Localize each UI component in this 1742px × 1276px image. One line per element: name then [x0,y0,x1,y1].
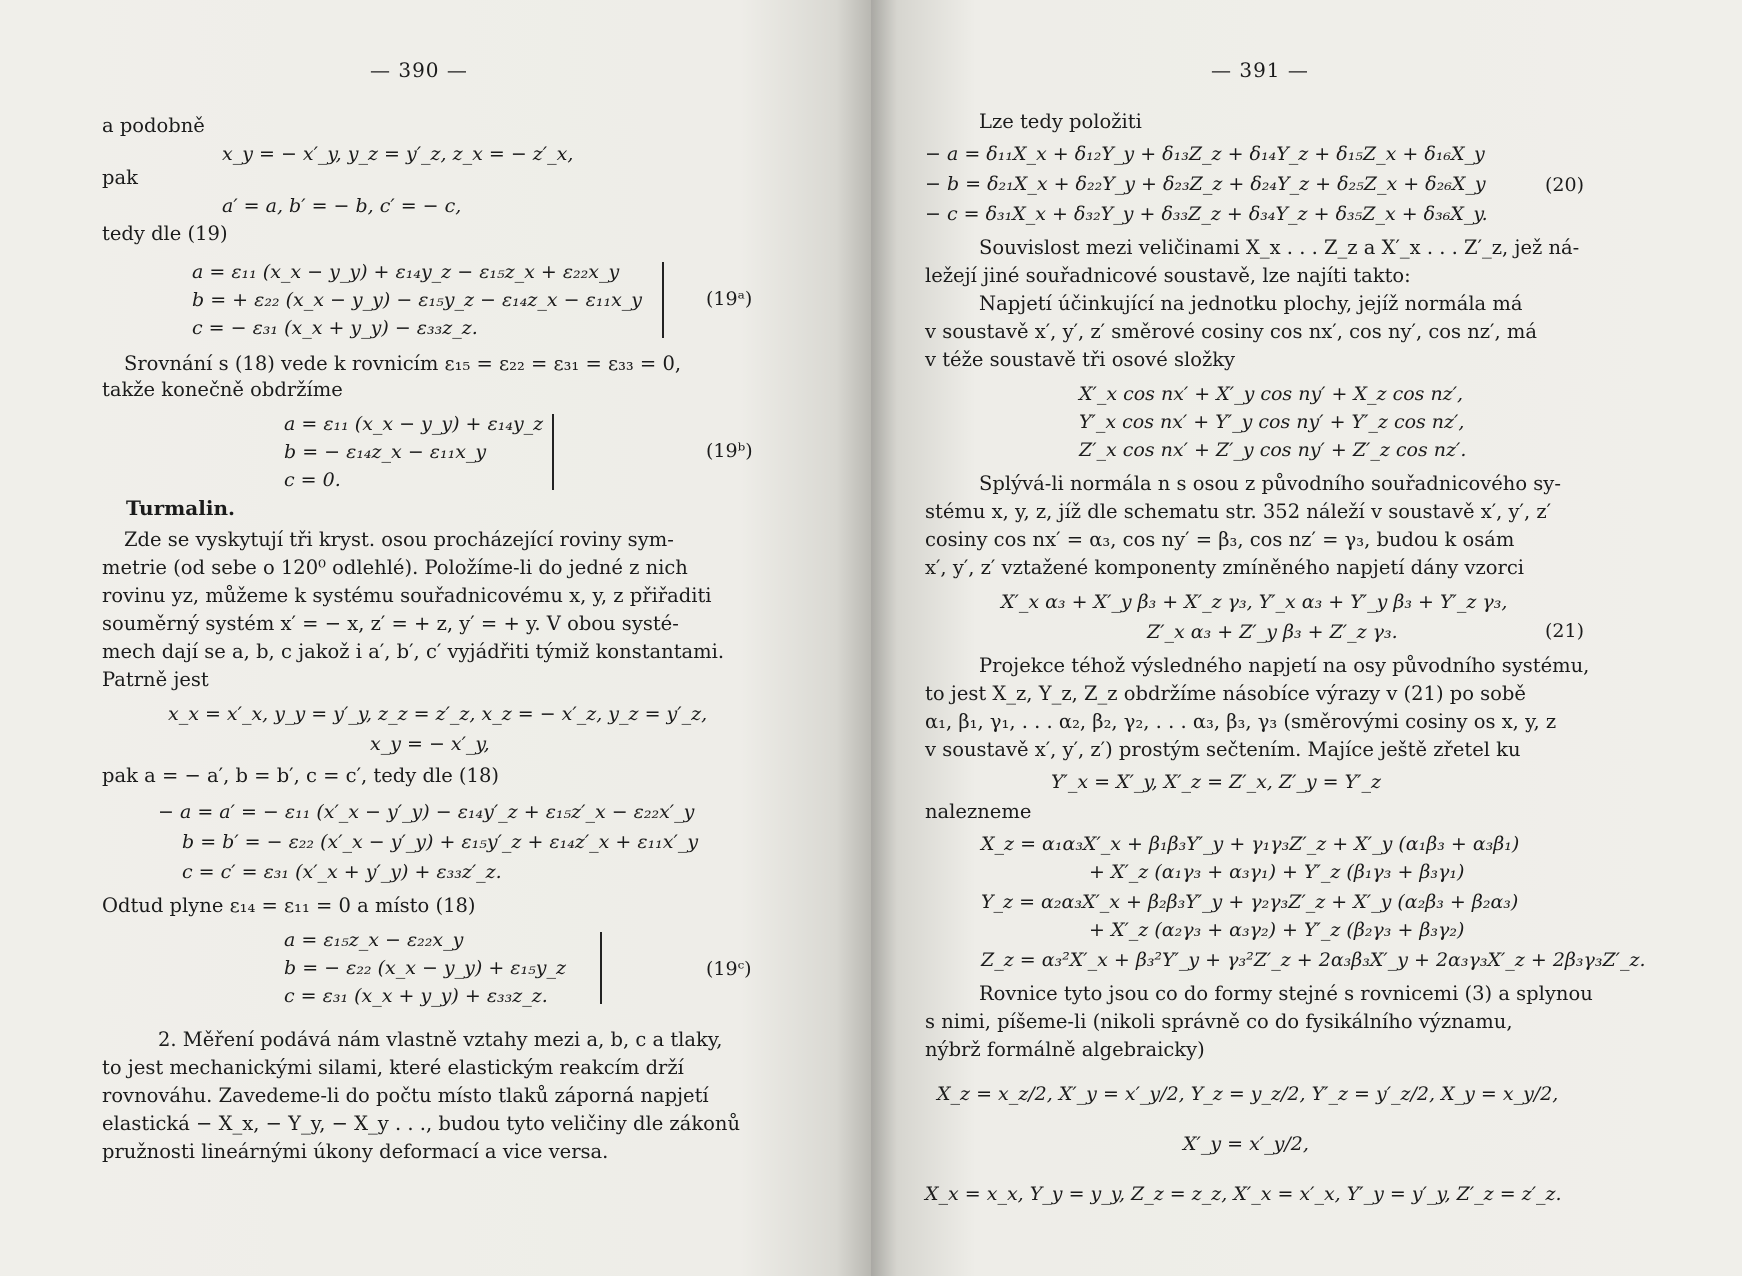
equation-line: a = ε₁₁ (x_x − y_y) + ε₁₄y_z [284,413,544,435]
equation-line: x_x = x′_x, y_y = y′_y, z_z = z′_z, x_z = − x′_z, y_z = y′_z, [168,703,708,725]
equation-line: a = ε₁₁ (x_x − y_y) + ε₁₄y_z − ε₁₅z_x + ε₂₂x_y [192,261,620,283]
text-line: Odtud plyne ε₁₄ = ε₁₁ = 0 a místo (18) [102,894,476,917]
equation-number: (19ᶜ) [706,958,752,980]
right-page [871,0,1742,1276]
equation-line: Y′_x = X′_y, X′_z = Z′_x, Z′_y = Y′_z [1051,771,1381,793]
text-line: pak a = − a′, b = b′, c = c′, tedy dle (18) [102,764,499,787]
equation-line: − c = δ₃₁X_x + δ₃₂Y_y + δ₃₃Z_z + δ₃₄Y_z + δ₃₅Z_x + δ₃₆X_y. [925,203,1488,225]
text-line: mech dají se a, b, c jakož i a′, b′, c′ vyjádřiti týmiž konstantami. [102,640,725,663]
equation-brace [552,414,554,490]
equation-line: Y_z = α₂α₃X′_x + β₂β₃Y′_y + γ₂γ₃Z′_z + X′_y (α₂β₃ + β₂α₃) [981,891,1519,913]
equation-line: Z′_x α₃ + Z′_y β₃ + Z′_z γ₃. [1147,621,1398,643]
equation-line: b = b′ = − ε₂₂ (x′_x − y′_y) + ε₁₅y′_z + ε₁₄z′_x + ε₁₁x′_y [182,831,699,853]
text-line: a podobně [102,114,205,137]
equation-brace [662,262,664,338]
equation-line: X_z = x_z/2, X′_y = x′_y/2, Y_z = y_z/2, Y′_z = y′_z/2, X_y = x_y/2, [937,1083,1559,1105]
text-line: Rovnice tyto jsou co do formy stejné s rovnicemi (3) a splynou [979,982,1593,1005]
text-line: Souvislost mezi veličinami X_x . . . Z_z a X′_x . . . Z′_z, jež ná- [979,236,1580,259]
equation-line: c = 0. [284,469,341,491]
equation-line: b = − ε₂₂ (x_x − y_y) + ε₁₅y_z [284,957,566,979]
text-line: metrie (od sebe o 120⁰ odlehlé). Položíme-li do jedné z nich [102,556,688,579]
equation-number: (20) [1545,174,1585,196]
equation-number: (21) [1545,620,1585,642]
page-number: — 390 — [370,58,468,82]
text-line: souměrný systém x′ = − x, z′ = + z, y′ = + y. V obou systé- [102,612,679,635]
equation-number: (19ᵇ) [706,440,753,462]
equation-line: X′_y = x′_y/2, [1183,1133,1309,1155]
equation-number: (19ᵃ) [706,288,753,310]
text-line: elastická − X_x, − Y_y, − X_y . . ., budou tyto veličiny dle zákonů [102,1112,741,1135]
text-line: Projekce téhož výsledného napjetí na osy původního systému, [979,654,1590,677]
text-line: s nimi, píšeme-li (nikoli správně co do fysikálního významu, [925,1010,1513,1033]
text-line: Zde se vyskytují tři kryst. osou procházející roviny sym- [124,528,674,551]
equation-line: c = c′ = ε₃₁ (x′_x + y′_y) + ε₃₃z′_z. [182,861,502,883]
text-line: to jest mechanickými silami, které elastickým reakcím drží [102,1056,684,1079]
text-line: to jest X_z, Y_z, Z_z obdržíme násobíce výrazy v (21) po sobě [925,682,1526,705]
text-line: Napjetí účinkující na jednotku plochy, jejíž normála má [979,292,1523,315]
equation-line: X′_x cos nx′ + X′_y cos ny′ + X_z cos nz′, [1079,383,1464,405]
text-line: v soustavě x′, y′, z′) prostým sečtením. Majíce ještě zřetel ku [925,738,1521,761]
equation-line: b = − ε₁₄z_x − ε₁₁x_y [284,441,487,463]
text-line: 2. Měření podává nám vlastně vztahy mezi a, b, c a tlaky, [158,1028,723,1051]
equation-line: c = − ε₃₁ (x_x + y_y) − ε₃₃z_z. [192,317,478,339]
equation-line: c = ε₃₁ (x_x + y_y) + ε₃₃z_z. [284,985,548,1007]
equation-line: x_y = − x′_y, [370,733,490,755]
equation-line: Z′_x cos nx′ + Z′_y cos ny′ + Z′_z cos nz′. [1079,439,1467,461]
equation-line: X′_x α₃ + X′_y β₃ + X′_z γ₃, Y′_x α₃ + Y′_y β₃ + Y′_z γ₃, [1001,591,1508,613]
section-heading: Turmalin. [126,496,235,520]
text-line: cosiny cos nx′ = α₃, cos ny′ = β₃, cos nz′ = γ₃, budou k osám [925,528,1515,551]
text-line: pružnosti lineárnými úkony deformací a vice versa. [102,1140,609,1163]
equation-line: Z_z = α₃²X′_x + β₃²Y′_y + γ₃²Z′_z + 2α₃β₃X′_y + 2α₃γ₃X′_z + 2β₃γ₃Z′_z. [981,949,1646,971]
text-line: v soustavě x′, y′, z′ směrové cosiny cos nx′, cos ny′, cos nz′, má [925,320,1537,343]
text-line: ležejí jiné souřadnicové soustavě, lze najíti takto: [925,264,1411,287]
text-line: stému x, y, z, jíž dle schematu str. 352 náleží v soustavě x′, y′, z′ [925,500,1552,523]
text-line: v téže soustavě tři osové složky [925,348,1236,371]
equation-line: + X′_z (α₂γ₃ + α₃γ₂) + Y′_z (β₂γ₃ + β₃γ₂) [1089,919,1465,941]
text-line: tedy dle (19) [102,222,228,245]
text-line: Patrně jest [102,668,209,691]
text-line: α₁, β₁, γ₁, . . . α₂, β₂, γ₂, . . . α₃, β₃, γ₃ (směrovými cosiny os x, y, z [925,710,1557,733]
equation-line: + X′_z (α₁γ₃ + α₃γ₁) + Y′_z (β₁γ₃ + β₃γ₁) [1089,861,1465,883]
page-number: — 391 — [1211,58,1309,82]
text-line: Srovnání s (18) vede k rovnicím ε₁₅ = ε₂₂ = ε₃₁ = ε₃₃ = 0, [124,352,682,375]
text-line: x′, y′, z′ vztažené komponenty zmíněného napjetí dány vzorci [925,556,1525,579]
text-line: rovinu yz, můžeme k systému souřadnicovému x, y, z přiřaditi [102,584,712,607]
text-line: Lze tedy položiti [979,110,1142,133]
equation-line: − a = a′ = − ε₁₁ (x′_x − y′_y) − ε₁₄y′_z + ε₁₅z′_x − ε₂₂x′_y [158,801,695,823]
text-line: takže konečně obdržíme [102,378,343,401]
text-line: Splývá-li normála n s osou z původního souřadnicového sy- [979,472,1561,495]
equation-line: X_x = x_x, Y_y = y_y, Z_z = z_z, X′_x = x′_x, Y′_y = y′_y, Z′_z = z′_z. [925,1183,1562,1205]
equation-brace [600,932,602,1004]
equation-line: a = ε₁₅z_x − ε₂₂x_y [284,929,464,951]
equation-line: Y′_x cos nx′ + Y′_y cos ny′ + Y′_z cos nz′, [1079,411,1465,433]
equation-line: b = + ε₂₂ (x_x − y_y) − ε₁₅y_z − ε₁₄z_x − ε₁₁x_y [192,289,643,311]
equation-line: − b = δ₂₁X_x + δ₂₂Y_y + δ₂₃Z_z + δ₂₄Y_z + δ₂₅Z_x + δ₂₆X_y [925,173,1486,195]
text-line: rovnováhu. Zavedeme-li do počtu místo tlaků záporná napjetí [102,1084,709,1107]
equation-line: a′ = a, b′ = − b, c′ = − c, [222,195,462,217]
equation-line: − a = δ₁₁X_x + δ₁₂Y_y + δ₁₃Z_z + δ₁₄Y_z + δ₁₅Z_x + δ₁₆X_y [925,143,1485,165]
equation-line: x_y = − x′_y, y_z = y′_z, z_x = − z′_x, [222,143,574,165]
text-line: nalezneme [925,800,1032,823]
equation-line: X_z = α₁α₃X′_x + β₁β₃Y′_y + γ₁γ₃Z′_z + X′_y (α₁β₃ + α₃β₁) [981,833,1520,855]
text-line: nýbrž formálně algebraicky) [925,1038,1205,1061]
text-line: pak [102,166,138,189]
